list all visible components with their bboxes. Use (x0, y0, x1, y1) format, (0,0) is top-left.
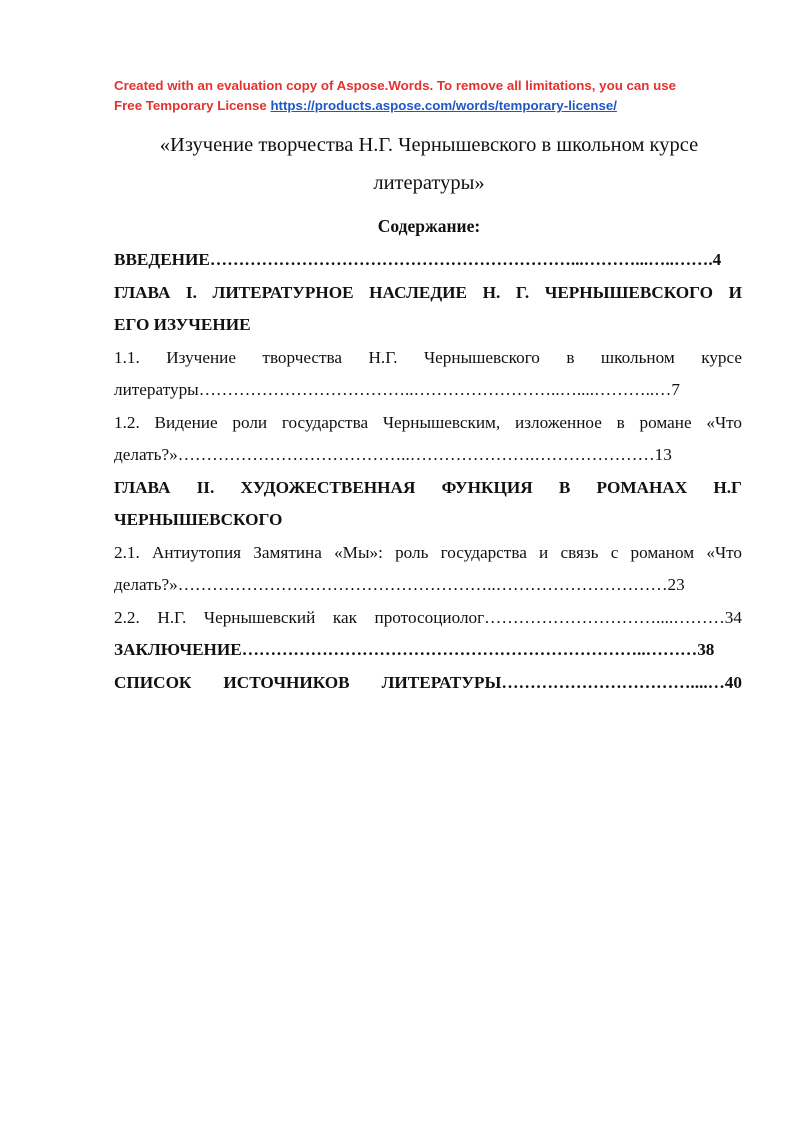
toc-entry-chapter-2-line-1: ГЛАВА II. ХУДОЖЕСТВЕННАЯ ФУНКЦИЯ В РОМАНАХ Н.Г (114, 477, 742, 497)
toc-entry-section-1-2-line-2: делать?»…………………………………..………………….…………………13 (114, 445, 672, 464)
toc-entry-section-2-1-line-1: 2.1. Антиутопия Замятина «Мы»: роль государства и связь с романом «Что (114, 542, 742, 562)
watermark-line-1: Created with an evaluation copy of Aspose.Words. To remove all limitations, you can use (114, 78, 677, 93)
toc-entry-section-2-1-line-2: делать?»………………………………………………..…………………………23 (114, 575, 685, 594)
document-title (114, 126, 744, 202)
toc-entry-section-1-1-line-1: 1.1. Изучение творчества Н.Г. Чернышевского в школьном курсе (114, 347, 742, 367)
toc-entry-section-1-2-line-1: 1.2. Видение роли государства Чернышевским, изложенное в романе «Что (114, 412, 742, 432)
watermark-license-text: Free Temporary License (114, 98, 267, 113)
watermark-line-2 (114, 96, 754, 116)
toc-entry-section-1-1-line-2: литературы………………………………..……………………..…....………..…7 (114, 380, 680, 399)
table-of-contents (114, 244, 742, 699)
toc-entry-chapter-2-line-2: ЧЕРНЫШЕВСКОГО (114, 510, 283, 529)
toc-entry-sources: СПИСОК ИСТОЧНИКОВ ЛИТЕРАТУРЫ……………………………....…40 (114, 672, 742, 692)
toc-heading: Содержание: (377, 216, 481, 236)
toc-entry-introduction: ВВЕДЕНИЕ………………………………………………………...………...…..…….4 (114, 250, 722, 269)
watermark-license-link[interactable]: https://products.aspose.com/words/temporary-license/ (270, 98, 617, 113)
toc-entry-conclusion: ЗАКЛЮЧЕНИЕ……………………………………………………………..………38 (114, 640, 715, 659)
title-line-1: «Изучение творчества Н.Г. Чернышевского в школьном курсе (159, 134, 699, 156)
title-line-2: литературы» (373, 172, 485, 194)
toc-entry-chapter-1-line-1: ГЛАВА I. ЛИТЕРАТУРНОЕ НАСЛЕДИЕ Н. Г. ЧЕРНЫШЕВСКОГО И (114, 282, 742, 302)
toc-entry-section-2-2: 2.2. Н.Г. Чернышевский как протосоциолог…………………………....………34 (114, 607, 742, 627)
evaluation-watermark (114, 76, 754, 116)
toc-entry-chapter-1-line-2: ЕГО ИЗУЧЕНИЕ (114, 315, 251, 334)
